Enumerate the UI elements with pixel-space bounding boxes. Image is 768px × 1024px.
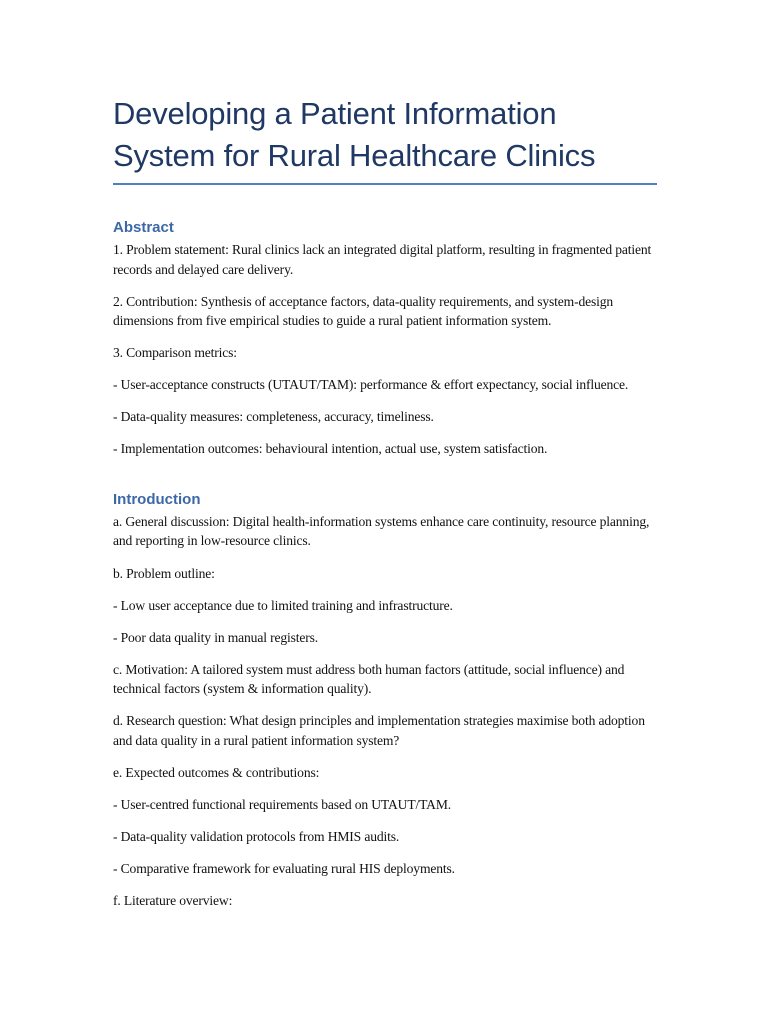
abstract-metric-implementation: - Implementation outcomes: behavioural intention, actual use, system satisfaction.: [113, 441, 548, 457]
abstract-problem-statement: 1. Problem statement: Rural clinics lack an integrated digital platform, resulting in fragmented patient records and delayed care delivery.: [113, 242, 652, 277]
abstract-section: [113, 218, 658, 459]
intro-problem-user-acceptance: - Low user acceptance due to limited training and infrastructure.: [113, 597, 453, 613]
intro-expected-outcomes: e. Expected outcomes & contributions:: [113, 765, 320, 781]
abstract-heading: Abstract: [113, 219, 174, 236]
introduction-section: [113, 490, 658, 911]
title-divider: [113, 183, 657, 185]
document-page: [113, 0, 658, 911]
intro-literature-overview: f. Literature overview:: [113, 893, 233, 909]
intro-outcome-framework: - Comparative framework for evaluating rural HIS deployments.: [113, 861, 455, 877]
intro-problem-data-quality: - Poor data quality in manual registers.: [113, 629, 319, 645]
document-title: Developing a Patient Information System for Rural Healthcare Clinics: [113, 96, 596, 173]
abstract-metric-data-quality: - Data-quality measures: completeness, accuracy, timeliness.: [113, 409, 434, 425]
abstract-contribution: 2. Contribution: Synthesis of acceptance factors, data-quality requirements, and system-design dimensions from five empirical studies to guide a rural patient information system.: [113, 293, 614, 329]
introduction-heading: Introduction: [113, 490, 201, 508]
abstract-comparison-metrics: 3. Comparison metrics:: [113, 345, 237, 361]
intro-general-discussion: a. General discussion: Digital health-information systems enhance care continuity, resource planning, and reporting in low-resource clinics.: [113, 513, 650, 549]
intro-problem-outline: b. Problem outline:: [113, 565, 215, 581]
intro-outcome-requirements: - User-centred functional requirements based on UTAUT/TAM.: [113, 797, 452, 813]
abstract-metric-user-acceptance: - User-acceptance constructs (UTAUT/TAM): performance & effort expectancy, social influence.: [113, 377, 629, 393]
intro-motivation: c. Motivation: A tailored system must address both human factors (attitude, social influence) and technical factors (system & information quality).: [113, 661, 625, 697]
intro-research-question: d. Research question: What design principles and implementation strategies maximise both adoption and data quality in a rural patient information system?: [113, 713, 645, 748]
intro-outcome-validation: - Data-quality validation protocols from HMIS audits.: [113, 829, 400, 845]
